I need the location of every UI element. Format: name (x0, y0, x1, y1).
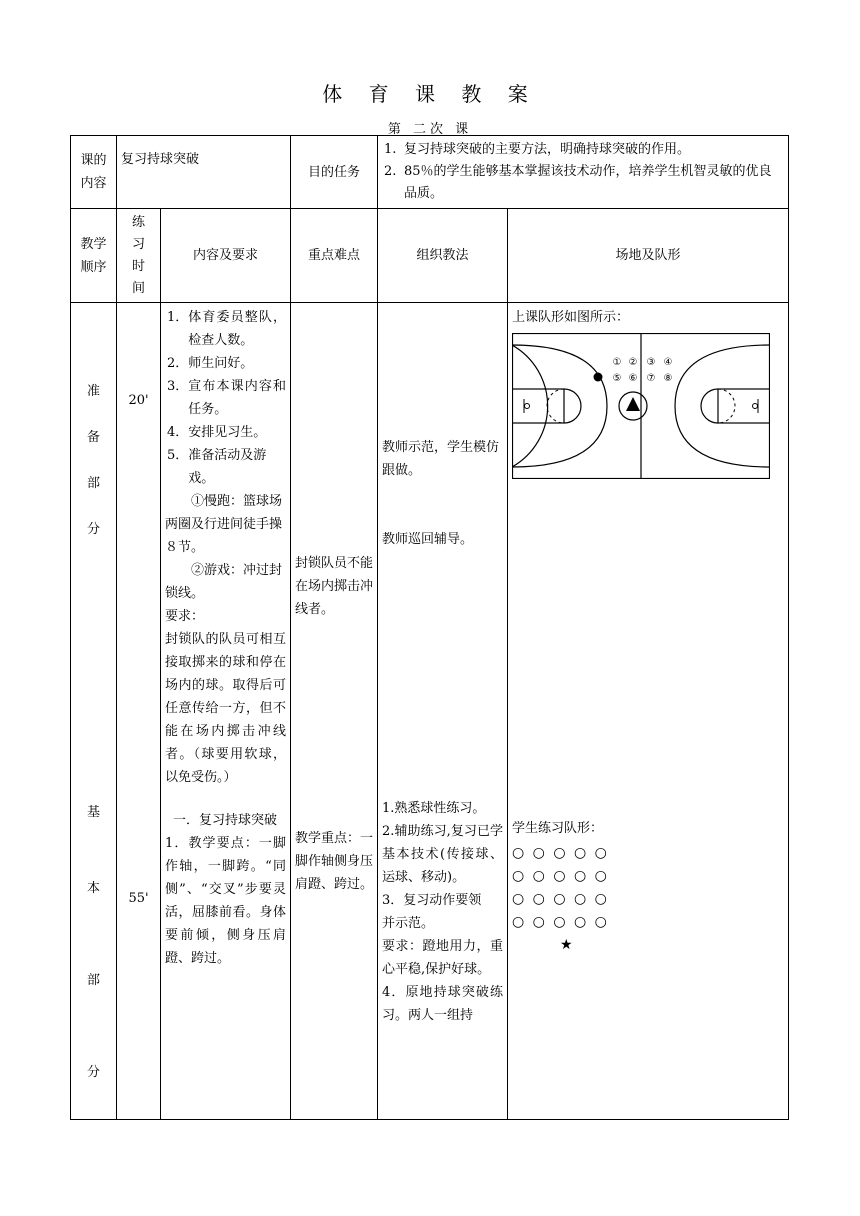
prep-time: 20' (128, 393, 149, 408)
teacher-triangle-icon (626, 397, 640, 411)
column-header-venue: 场地及队形 (508, 209, 789, 303)
main-method-1: 1.熟悉球性练习。 (382, 801, 486, 816)
student-number: ⑤ (612, 373, 622, 384)
main-heading: 一．复习持球突破 (173, 813, 278, 828)
focus-cell (291, 303, 378, 1120)
main-method-2: 2.辅助练习,复习已学基本技术(传接球、运球、移动)。 (382, 824, 504, 885)
content-cell (161, 303, 291, 1120)
student-number: ⑥ (628, 373, 638, 384)
column-header-content: 内容及要求 (161, 209, 291, 303)
student-number: ③ (646, 357, 656, 368)
column-header-row (71, 209, 789, 303)
formation-row: ○ ○ ○ ○ ○ (512, 891, 609, 907)
teacher-star-icon: ★ (560, 937, 575, 953)
lesson-plan-table (70, 135, 789, 1120)
prep-method-guide: 教师巡回辅导。 (382, 532, 474, 547)
main-method-req: 要求：蹬地用力，重心平稳,保护好球。 (382, 939, 504, 977)
formation-row: ○ ○ ○ ○ ○ (512, 914, 609, 930)
formation-row: ○ ○ ○ ○ ○ (512, 845, 609, 861)
goals-cell (378, 136, 789, 209)
prep-method-demo: 教师示范，学生模仿跟做。 (382, 440, 500, 478)
column-header-method: 组织教法 (378, 209, 508, 303)
content-label: 课的内容 (71, 136, 117, 209)
prep-item: 5． 准备活动及游戏。 (167, 448, 267, 486)
requirement-label: 要求： (165, 609, 205, 624)
content-value: 复习持球突破 (117, 136, 291, 209)
prep-item: 2． 师生问好。 (167, 356, 254, 371)
formation-row: ○ ○ ○ ○ ○ (512, 868, 609, 884)
info-row (71, 136, 789, 209)
practice-formation (512, 842, 784, 957)
basketball-court-diagram (512, 333, 770, 479)
column-header-focus: 重点难点 (291, 209, 378, 303)
goal-item: 2. 85％的学生能够基本掌握该技术动作，培养学生机智灵敏的优良品质。 (384, 164, 772, 201)
time-cell (117, 303, 161, 1120)
student-number: ④ (663, 357, 673, 368)
page-title: 体 育 课 教 案 (322, 82, 538, 106)
practice-formation-caption: 学生练习队形： (512, 821, 604, 836)
warmup-run: ①慢跑：篮球场两圈及行进间徒手操８节。 (165, 494, 283, 555)
student-number: ② (628, 357, 638, 368)
column-header-order: 教学顺序 (71, 209, 117, 303)
student-number: ⑧ (663, 373, 673, 384)
student-number: ① (612, 357, 622, 368)
goal-item: 1. 复习持球突破的主要方法，明确持球突破的作用。 (384, 142, 691, 157)
order-cell (71, 303, 117, 1120)
lesson-body-row (71, 303, 789, 1120)
main-focus: 教学重点：一脚作轴侧身压肩蹬、跨过。 (295, 831, 374, 892)
game-rules: 封锁队的队员可相互接取掷来的球和停在场内的球。取得后可任意传给一方，但不能在场内掷击冲线者。（球要用软球，以免受伤。） (165, 632, 287, 785)
method-cell (378, 303, 508, 1120)
court-caption: 上课队形如图所示： (512, 310, 630, 325)
main-teaching-points: 1．教学要点：一脚作轴，一脚跨。“同侧”、“交叉”步要灵活，屈膝前看。身体要前倾，侧身压肩蹬、跨过。 (165, 836, 287, 966)
prep-section-label: 准 备 部 分 (86, 384, 100, 537)
student-number: ⑦ (646, 373, 656, 384)
main-method-3b: 并示范。 (382, 916, 435, 931)
goal-label: 目的任务 (291, 136, 378, 209)
prep-focus: 封锁队员不能在场内掷击冲线者。 (295, 556, 374, 617)
main-section-label: 基 本 部 分 (86, 805, 100, 1080)
game-name: ②游戏：冲过封锁线。 (165, 563, 283, 601)
prep-item: 3． 宣布本课内容和任务。 (167, 379, 287, 417)
prep-item: 1． 体育委员整队，检查人数。 (167, 310, 287, 348)
main-method-3: 3．复习动作要领 (382, 893, 482, 908)
column-header-time: 练习时间 (117, 209, 161, 303)
prep-item: 4． 安排见习生。 (167, 425, 267, 440)
main-time: 55' (128, 891, 149, 906)
lesson-number: 第 二次 课 (387, 122, 473, 137)
venue-cell (508, 303, 789, 1120)
instructor-dot-icon (594, 373, 603, 382)
main-method-4: 4．原地持球突破练习。两人一组持 (382, 985, 504, 1023)
